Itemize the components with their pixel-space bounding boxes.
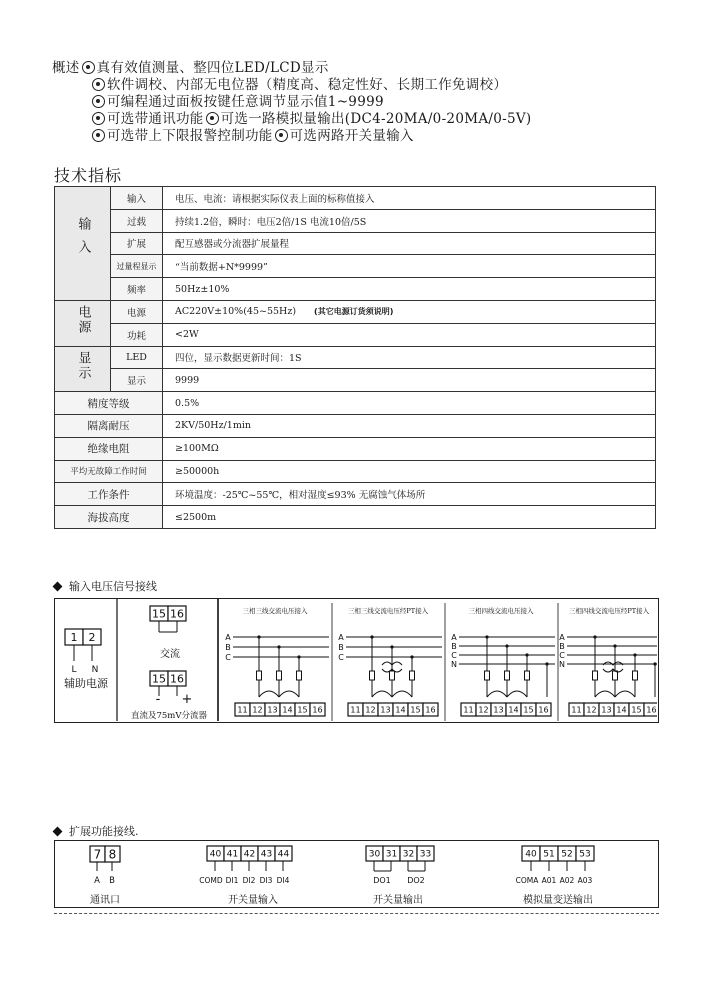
fuse-icon — [525, 671, 530, 680]
di-terminal-label: 43 — [260, 849, 273, 860]
bottom-terminal-label: 13 — [267, 705, 278, 715]
fuse-icon — [297, 671, 302, 680]
phase-diagram-title: 三相四线交流电压经PT接入 — [568, 607, 650, 615]
link-arc — [487, 691, 507, 697]
bullet-icon — [82, 61, 95, 74]
fuse-icon — [277, 671, 282, 680]
spec-label: 频率 — [111, 278, 163, 301]
ao-label: A01 — [541, 876, 557, 885]
spec-row — [55, 232, 656, 255]
phase-label: N — [559, 660, 565, 669]
dc-minus: - — [155, 692, 161, 707]
spec-label: 海拔高度 — [55, 506, 163, 529]
di-terminal-label: 40 — [209, 849, 222, 860]
extension-title: 扩展功能接线. — [69, 825, 139, 838]
fuse-icon — [613, 671, 618, 680]
spec-row — [55, 460, 656, 483]
bottom-terminal-label: 14 — [395, 705, 406, 715]
group-input-label: 输入 — [75, 217, 91, 264]
group-display — [55, 346, 111, 392]
bottom-terminal-label: 14 — [508, 705, 519, 715]
dc-caption: 直流及75mV分流器 — [130, 711, 208, 721]
ao-label: A03 — [577, 876, 593, 885]
bottom-terminal-label: 15 — [297, 705, 308, 715]
bottom-terminal-label: 15 — [523, 705, 534, 715]
spec-value — [163, 300, 656, 323]
spec-row — [55, 346, 656, 369]
bottom-terminal-label: 12 — [252, 705, 263, 715]
fuse-icon — [505, 671, 510, 680]
spec-value: 持续1.2倍，瞬时：电压2倍/1S 电流10倍/5S — [163, 209, 656, 232]
di-terminal-label: 42 — [243, 849, 256, 860]
dashed-divider — [54, 913, 659, 914]
spec-value: 50Hz±10% — [163, 278, 656, 301]
bottom-terminal-label: 16 — [646, 705, 657, 715]
di-label: DI2 — [242, 876, 256, 885]
spec-value: “当前数据+N*9999” — [163, 255, 656, 278]
overview-text-4a: 可选带通讯功能 — [107, 111, 204, 127]
bottom-terminal-label: 11 — [463, 705, 474, 715]
phase-diagram-4 — [559, 606, 657, 716]
phase-label: C — [451, 651, 457, 660]
bottom-terminal-label: 11 — [350, 705, 361, 715]
bottom-terminal-label: 14 — [616, 705, 627, 715]
spec-label: 功耗 — [111, 323, 163, 346]
phase-label: N — [451, 660, 457, 669]
comm-caption: 通讯口 — [90, 895, 120, 906]
spec-table — [54, 186, 656, 529]
overview-line-3 — [52, 94, 682, 111]
phase-label: A — [338, 633, 344, 642]
overview-line-4 — [52, 111, 682, 128]
di-terminal-label: 41 — [226, 849, 239, 860]
spec-row — [55, 506, 656, 529]
spec-row — [55, 187, 656, 210]
bottom-terminal-label: 14 — [282, 705, 293, 715]
overview-line-1 — [52, 60, 682, 77]
do-terminal-label: 32 — [402, 849, 415, 860]
spec-value: 0.5% — [163, 392, 656, 415]
dc-terminal-label: 15 — [152, 672, 166, 686]
ao-terminal-label: 52 — [561, 849, 573, 860]
phase-label: C — [559, 651, 565, 660]
dc-terminal-label: 16 — [170, 672, 184, 686]
phase-label: C — [225, 653, 231, 662]
link-arc — [372, 691, 392, 697]
bottom-terminal-label: 11 — [571, 705, 582, 715]
bullet-icon — [92, 78, 105, 91]
overview — [52, 60, 682, 145]
bullet-icon — [92, 95, 105, 108]
spec-value: 9999 — [163, 369, 656, 392]
spec-row — [55, 255, 656, 278]
group-power — [55, 300, 111, 346]
spec-row — [55, 414, 656, 437]
ao-terminal-label: 40 — [525, 849, 537, 860]
spec-row — [55, 323, 656, 346]
spec-row — [55, 209, 656, 232]
diamond-icon — [53, 581, 63, 591]
ao-label: A02 — [559, 876, 575, 885]
spec-label: 平均无故障工作时间 — [55, 460, 163, 483]
bottom-terminal-label: 16 — [538, 705, 549, 715]
spec-value: ≥100MΩ — [163, 437, 656, 460]
bottom-terminal-label: 16 — [312, 705, 323, 715]
spec-note: (其它电源订货须说明) — [314, 307, 394, 317]
aux-label-l: L — [71, 665, 77, 675]
phase-label: A — [451, 633, 457, 642]
spec-label: LED — [111, 346, 163, 369]
ac-caption: 交流 — [160, 649, 180, 660]
junction-dot — [653, 662, 656, 665]
aux-terminal-label: 2 — [88, 630, 96, 644]
phase-diagram-2 — [338, 606, 442, 716]
phase-diagram-title: 三相三线交流电压经PT接入 — [347, 607, 429, 615]
aux-terminal-label: 1 — [70, 630, 78, 644]
comm-terminal-label: 8 — [108, 847, 117, 862]
spec-label: 显示 — [111, 369, 163, 392]
fuse-icon — [633, 671, 638, 680]
di-caption: 开关量输入 — [228, 895, 278, 906]
group-input — [55, 187, 111, 301]
group-display-label: 显示 — [75, 350, 91, 381]
spec-row — [55, 437, 656, 460]
overview-line-5 — [52, 128, 682, 145]
link-arc — [615, 691, 635, 697]
spec-row — [55, 278, 656, 301]
do-label: DO2 — [407, 876, 425, 885]
fuse-icon — [370, 671, 375, 680]
do-terminal-label: 31 — [385, 849, 398, 860]
wiring-heading — [54, 578, 157, 594]
spec-value: ≤2500m — [163, 506, 656, 529]
bottom-terminal-label: 12 — [478, 705, 489, 715]
extension-heading — [54, 823, 139, 839]
spec-label: 绝缘电阻 — [55, 437, 163, 460]
overview-text-5a: 可选带上下限报警控制功能 — [107, 128, 273, 144]
di-label: COMD — [199, 876, 223, 885]
bottom-terminal-label: 12 — [586, 705, 597, 715]
spec-value: 2KV/50Hz/1min — [163, 414, 656, 437]
spec-label: 扩展 — [111, 232, 163, 255]
spec-label: 隔离耐压 — [55, 414, 163, 437]
phase-diagram-3 — [451, 606, 555, 716]
comm-terminal-label: 7 — [93, 847, 102, 862]
spec-label: 工作条件 — [55, 483, 163, 506]
di-terminal-label: 44 — [277, 849, 290, 860]
spec-value: 配互感器或分流器扩展量程 — [163, 232, 656, 255]
fuse-icon — [485, 671, 490, 680]
phase-label: B — [451, 642, 457, 651]
overview-text-4b: 可选一路模拟量输出(DC4-20MA/0-20MA/0-5V) — [220, 111, 532, 127]
bottom-terminal-label: 13 — [380, 705, 391, 715]
ac-terminal-label: 16 — [170, 607, 184, 621]
fuse-icon — [390, 671, 395, 680]
spec-label: 输入 — [111, 187, 163, 210]
overview-text-2: 软件调校、内部无电位器（精度高、稳定性好、长期工作免调校） — [107, 77, 508, 93]
wiring-title: 输入电压信号接线 — [69, 580, 157, 593]
spec-row — [55, 300, 656, 323]
bullet-icon — [206, 112, 219, 125]
spec-value-text: AC220V±10%(45~55Hz) — [175, 306, 297, 318]
di-label: DI1 — [225, 876, 239, 885]
group-power-label: 电源 — [75, 305, 91, 336]
diamond-icon — [53, 826, 63, 836]
do-caption: 开关量输出 — [373, 895, 423, 906]
bottom-terminal-label: 13 — [493, 705, 504, 715]
phase-label: A — [225, 633, 231, 642]
fuse-icon — [593, 671, 598, 680]
junction-dot — [545, 662, 548, 665]
overview-text-1: 真有效值测量、整四位LED/LCD显示 — [96, 60, 329, 76]
bottom-terminal-label: 11 — [237, 705, 248, 715]
phase-label: B — [559, 642, 565, 651]
spec-row — [55, 369, 656, 392]
overview-text-5b: 可选两路开关量输入 — [289, 128, 414, 144]
ao-label: COMA — [515, 876, 539, 885]
spec-value: <2W — [163, 323, 656, 346]
bottom-terminal-label: 15 — [631, 705, 642, 715]
phase-diagram-1 — [225, 606, 329, 716]
ao-terminal-label: 51 — [543, 849, 555, 860]
overview-text-3: 可编程通过面板按键任意调节显示值1~9999 — [107, 94, 384, 110]
aux-label-n: N — [91, 665, 99, 675]
extension-svg — [55, 841, 657, 906]
dc-plus: + — [181, 692, 193, 707]
spec-label: 精度等级 — [55, 392, 163, 415]
do-label: DO1 — [373, 876, 391, 885]
ac-terminal-label: 15 — [152, 607, 166, 621]
comm-label: A — [94, 876, 100, 886]
link-arc — [259, 691, 279, 697]
wiring-svg — [55, 599, 657, 721]
do-terminal-label: 30 — [368, 849, 381, 860]
phase-label: B — [225, 643, 231, 652]
link-arc — [279, 691, 299, 697]
link-arc — [595, 691, 615, 697]
spec-label: 电源 — [111, 300, 163, 323]
spec-value: 四位，显示数据更新时间：1S — [163, 346, 656, 369]
bottom-terminal-label: 16 — [425, 705, 436, 715]
ao-terminal-label: 53 — [579, 849, 591, 860]
di-label: DI3 — [259, 876, 273, 885]
phase-diagram-title: 三相四线交流电压接入 — [468, 607, 534, 615]
di-label: DI4 — [276, 876, 290, 885]
aux-caption: 辅助电源 — [64, 677, 108, 690]
link-arc — [392, 691, 412, 697]
spec-value: 电压、电流：请根据实际仪表上面的标称值接入 — [163, 187, 656, 210]
phase-label: A — [559, 633, 565, 642]
spec-label: 过载 — [111, 209, 163, 232]
spec-value: 环境温度：-25℃~55℃，相对湿度≤93% 无腐蚀气体场所 — [163, 483, 656, 506]
wiring-diagram — [54, 598, 659, 723]
comm-label: B — [109, 876, 115, 886]
bullet-icon — [92, 129, 105, 142]
spec-row — [55, 392, 656, 415]
overview-label: 概述 — [52, 60, 80, 76]
fuse-icon — [257, 671, 262, 680]
bullet-icon — [275, 129, 288, 142]
fuse-icon — [410, 671, 415, 680]
spec-row — [55, 483, 656, 506]
link-arc — [507, 691, 527, 697]
overview-line-2 — [52, 77, 682, 94]
spec-label: 过量程显示 — [111, 255, 163, 278]
do-terminal-label: 33 — [419, 849, 432, 860]
extension-diagram — [54, 840, 659, 908]
spec-title: 技术指标 — [54, 166, 123, 185]
bottom-terminal-label: 13 — [601, 705, 612, 715]
bullet-icon — [92, 112, 105, 125]
phase-label: B — [338, 643, 344, 652]
phase-label: C — [338, 653, 344, 662]
ao-caption: 模拟量变送输出 — [523, 895, 593, 906]
spec-value: ≥50000h — [163, 460, 656, 483]
bottom-terminal-label: 15 — [410, 705, 421, 715]
bottom-terminal-label: 12 — [365, 705, 376, 715]
phase-diagram-title: 三相三线交流电压接入 — [242, 607, 308, 615]
